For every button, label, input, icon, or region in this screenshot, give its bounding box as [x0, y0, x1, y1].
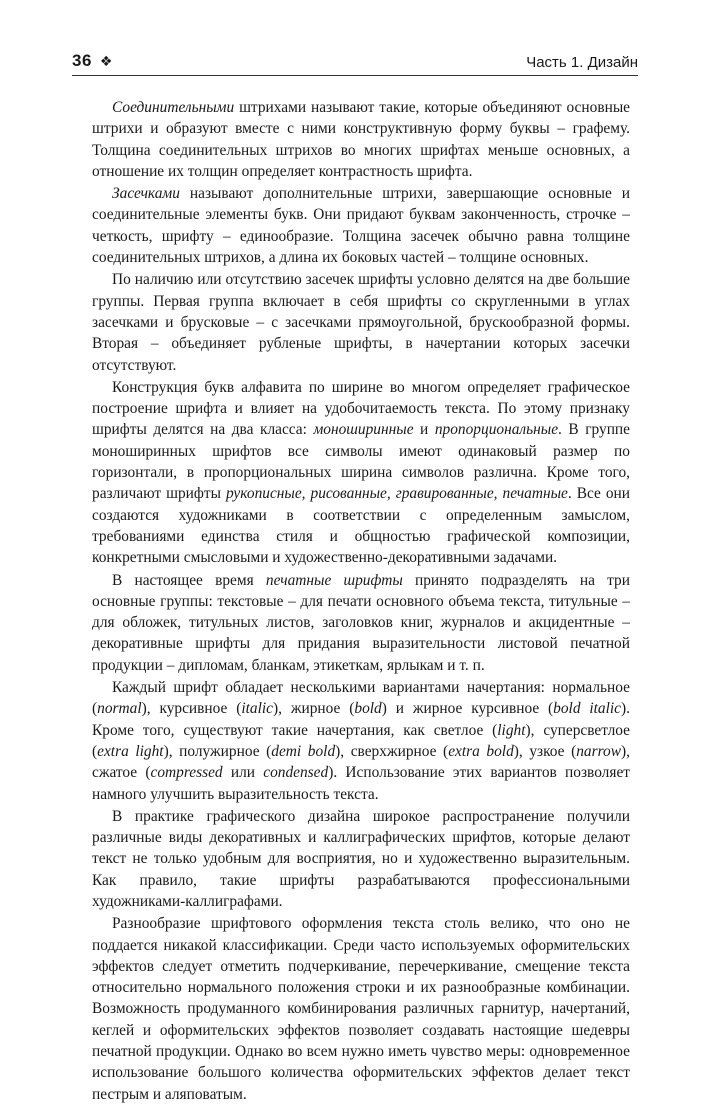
italic-term: Засечками [112, 185, 180, 203]
paragraph [92, 269, 630, 375]
paragraph [92, 913, 630, 1105]
paragraph [92, 377, 630, 569]
text-run: ), полужирное ( [163, 742, 272, 760]
italic-term: моноширинные [313, 421, 414, 439]
body-text [92, 97, 630, 1106]
italic-term: demi bold [271, 742, 336, 760]
text-run: По наличию или отсутствию засечек шрифты условно делятся на две большие группы. Первая группа включает в себя шрифты со скругленными в углах засечками и брусковые – с засечками прямоугольной, брускообразной формы. Вторая – объединяет рубленые шрифты, в начертании которых засечки отсутствуют. [92, 271, 630, 374]
text-run: штрихами называют такие, которые объединяют основные штрихи и образуют вместе с ними конструктивную форму буквы – графему. Толщина соединительных штрихов во многих шрифтах меньше основных, а отношение их толщин определяет контрастность шрифта. [92, 99, 630, 180]
text-run: ). Кроме того, существуют такие начертания, как светлое ( [92, 700, 630, 739]
text-run: ) и жирное курсивное ( [381, 700, 554, 718]
italic-term: пропорциональные [434, 421, 559, 439]
text-run: или [222, 764, 264, 782]
text-run: ), сжатое ( [92, 742, 630, 782]
text-run: называют дополнительные штрихи, завершающие основные и соединительные элементы букв. Они придают буквам законченность, строчке – четкость, шрифту – единообразие. Толщина засечек обычно равна толщине соединительных штрихов, а длина их боковых частей – толщине основных. [92, 185, 630, 267]
italic-term: narrow [576, 742, 621, 760]
ornament-icon: ❖ [99, 52, 113, 69]
text-run: В настоящее время [112, 571, 266, 589]
page-number-group [72, 51, 113, 71]
italic-term: рукописные, рисованные, гравированные, печатные [225, 485, 568, 503]
italic-term: compressed [150, 764, 223, 782]
italic-term: bold italic [553, 700, 622, 718]
text-run: . В группе моноширинных шрифтов все символы имеют одинаковый размер по горизонтали, в пропорциональных ширина символов различна. Кроме того, различают шрифты [92, 421, 631, 503]
text-run: ), жирное ( [273, 700, 355, 718]
italic-term: normal [97, 700, 142, 718]
text-run: Разнообразие шрифтового оформления текста столь велико, что оно не поддается никакой классификации. Среди часто используемых оформительских эффектов следует отметить подчеркивание, перечеркивание, смещение текста относительно нормального положения строки и их разнообразные комбинации. Возможность продуманного комбинирования различных гарнитур, начертаний, кеглей и оформительских эффектов позволяет создавать настоящие шедевры печатной продукции. Однако во всем нужно иметь чувство меры: одновременное использование большого количества оформительских эффектов делает текст пестрым и аляповатым. [92, 915, 630, 1103]
running-header [72, 46, 638, 76]
text-run: ). Использование этих вариантов позволяет намного улучшить выразительность текста. [92, 764, 631, 803]
italic-term: extra light [97, 742, 164, 760]
italic-term: bold [354, 700, 382, 718]
text-run: ), узкое ( [513, 742, 577, 760]
paragraph [92, 806, 630, 912]
text-run: принято подразделять на три основные группы: текстовые – для печати основного объема текста, титульные – для обложек, титульных листов, заголовков книг, журналов и акцидентные – декоративные шрифты для придания выразительности листовой печатной продукции – дипломам, бланкам, этикеткам, ярлыкам и т. п. [92, 571, 630, 674]
italic-term: condensed [263, 764, 329, 782]
italic-term: light [497, 721, 526, 739]
italic-term: печатные шрифты [265, 571, 403, 589]
paragraph [92, 570, 630, 676]
text-run: и [413, 421, 435, 439]
page-number: 36 [72, 51, 92, 70]
text-run: ), сверхжирное ( [335, 742, 449, 760]
text-run: . Все они создаются художниками в соответствии с определенным замыслом, требованиями единства стиля и общностью графической композиции, конкретными смысловыми и художественно-декоративными задачами. [92, 485, 631, 567]
text-run: ), курсивное ( [141, 700, 242, 718]
text-run: В практике графического дизайна широкое распространение получили различные виды декоративных и каллиграфических шрифтов, которые делают текст не только удобным для восприятия, но и художественно выразительным. Как правило, такие шрифты разрабатываются профессиональными художниками-каллиграфами. [92, 807, 630, 910]
italic-term: italic [241, 700, 274, 718]
italic-term: Соединительными [112, 99, 235, 116]
italic-term: extra bold [448, 742, 514, 760]
paragraph [92, 183, 630, 268]
text-run: ), суперсветлое ( [92, 721, 630, 760]
paragraph [92, 677, 630, 805]
chapter-title: Часть 1. Дизайн [526, 54, 638, 71]
text-run: Каждый шрифт обладает несколькими вариантами начертания: нормальное ( [92, 679, 630, 718]
text-run: Конструкция букв алфавита по ширине во многом определяет графическое построение шрифта и влияет на удобочитаемость текста. По этому признаку шрифты делятся на два класса: [92, 378, 630, 439]
paragraph [92, 97, 630, 182]
